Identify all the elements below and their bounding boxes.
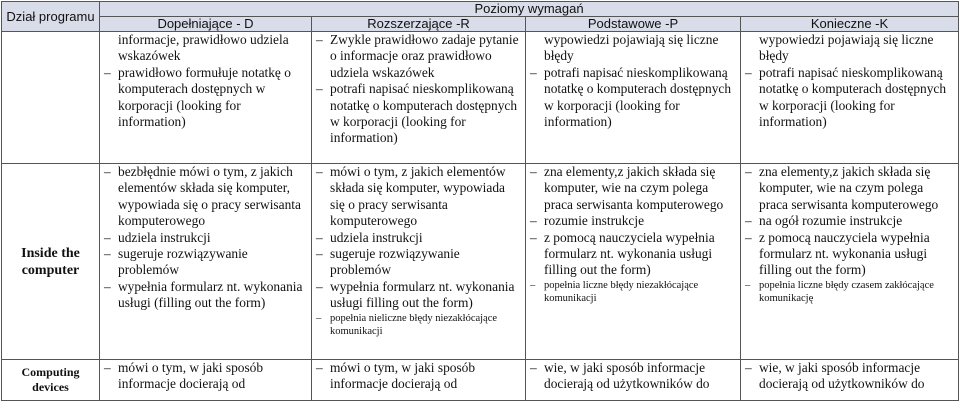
requirement-cell: [312, 32, 526, 164]
requirement-item: – sugeruje rozwiązywanie problemów: [315, 246, 522, 279]
requirement-item: – mówi o tym, w jaki sposób informacje docierają od: [315, 360, 522, 393]
requirement-item: – udziela instrukcji: [315, 230, 522, 246]
requirement-item: – wie, w jaki sposób informacje docierają od użytkowników do: [744, 360, 955, 393]
table-row: [2, 32, 959, 164]
requirement-item: wypowiedzi pojawiają się liczne błędy: [759, 32, 934, 64]
requirement-item: informacje, prawidłowo udziela wskazówek: [118, 32, 289, 64]
requirement-item: – mówi o tym, z jakich elementów składa się komputer, wypowiada się o pracy serwisanta komputerowego: [315, 164, 522, 230]
requirement-cell: [741, 164, 959, 360]
section-cell: [2, 32, 100, 164]
requirement-item: – Zwykle prawidłowo zadaje pytanie o informacje oraz prawidłowo udziela wskazówek: [315, 32, 522, 81]
requirement-item: – z pomocą nauczyciela wypełnia formularz nt. wykonania usługi filling out the form): [744, 230, 955, 279]
requirement-cell: [526, 32, 741, 164]
table-row: [2, 164, 959, 360]
table-row: [2, 360, 959, 401]
requirement-cell: [100, 32, 312, 164]
header-level-p: Podstawowe -P: [526, 17, 741, 32]
requirement-item: – wie, w jaki sposób informacje docierają od użytkowników do: [529, 360, 737, 393]
requirement-cell: [526, 360, 741, 401]
requirement-cell: [741, 360, 959, 401]
requirement-item: – popełnia liczne błędy czasem zakłócające komunikację: [744, 279, 955, 305]
section-cell: Inside the computer: [2, 164, 100, 360]
requirement-cell: [100, 360, 312, 401]
requirement-item: – zna elementy,z jakich składa się komputer, wie na czym polega praca serwisanta komputerowego: [744, 164, 955, 213]
requirement-item: wypowiedzi pojawiają się liczne błędy: [544, 32, 719, 64]
requirements-table: [1, 1, 959, 401]
requirement-item: – mówi o tym, w jaki sposób informacje docierają od: [103, 360, 308, 393]
section-cell: Computing devices: [2, 360, 100, 401]
requirement-item: – prawidłowo formułuje notatkę o komputerach dostępnych w korporacji (looking for information): [103, 65, 308, 131]
requirement-item: – wypełnia formularz nt. wykonania usługi filling out the form): [315, 279, 522, 312]
requirement-item: – zna elementy,z jakich składa się komputer, wie na czym polega praca serwisanta komputerowego: [529, 164, 737, 213]
requirement-item: – udziela instrukcji: [103, 230, 308, 246]
requirement-cell: [741, 32, 959, 164]
requirement-item: – sugeruje rozwiązywanie problemów: [103, 246, 308, 279]
requirement-item: – potrafi napisać nieskomplikowaną notatkę o komputerach dostępnych w korporacji (looking for information): [315, 81, 522, 147]
requirement-item: – potrafi napisać nieskomplikowaną notatkę o komputerach dostępnych w korporacji (looking for information): [529, 65, 737, 131]
requirement-item: – rozumie instrukcje: [529, 213, 737, 229]
requirement-item: – potrafi napisać nieskomplikowaną notatkę o komputerach dostępnych w korporacji (looking for information): [744, 65, 955, 131]
requirement-cell: [526, 164, 741, 360]
requirement-item: – z pomocą nauczyciela wypełnia formularz nt. wykonania usługi filling out the form): [529, 230, 737, 279]
header-level-d: Dopełniające - D: [100, 17, 312, 32]
header-level-k: Konieczne -K: [741, 17, 959, 32]
requirement-item: – wypełnia formularz nt. wykonania usługi (filling out the form): [103, 279, 308, 312]
requirement-cell: [100, 164, 312, 360]
requirement-cell: [312, 360, 526, 401]
requirement-item: – popełnia nieliczne błędy niezakłócające komunikacji: [315, 312, 522, 338]
header-poziomy: Poziomy wymagań: [100, 2, 959, 17]
requirement-item: – popełnia liczne błędy niezakłócające komunikacji: [529, 279, 737, 305]
requirement-item: – na ogół rozumie instrukcje: [744, 213, 955, 229]
requirement-cell: [312, 164, 526, 360]
header-dzial: Dział programu: [2, 2, 100, 32]
header-level-r: Rozszerzające -R: [312, 17, 526, 32]
requirement-item: – bezbłędnie mówi o tym, z jakich elementów składa się komputer, wypowiada się o pracy serwisanta komputerowego: [103, 164, 308, 230]
